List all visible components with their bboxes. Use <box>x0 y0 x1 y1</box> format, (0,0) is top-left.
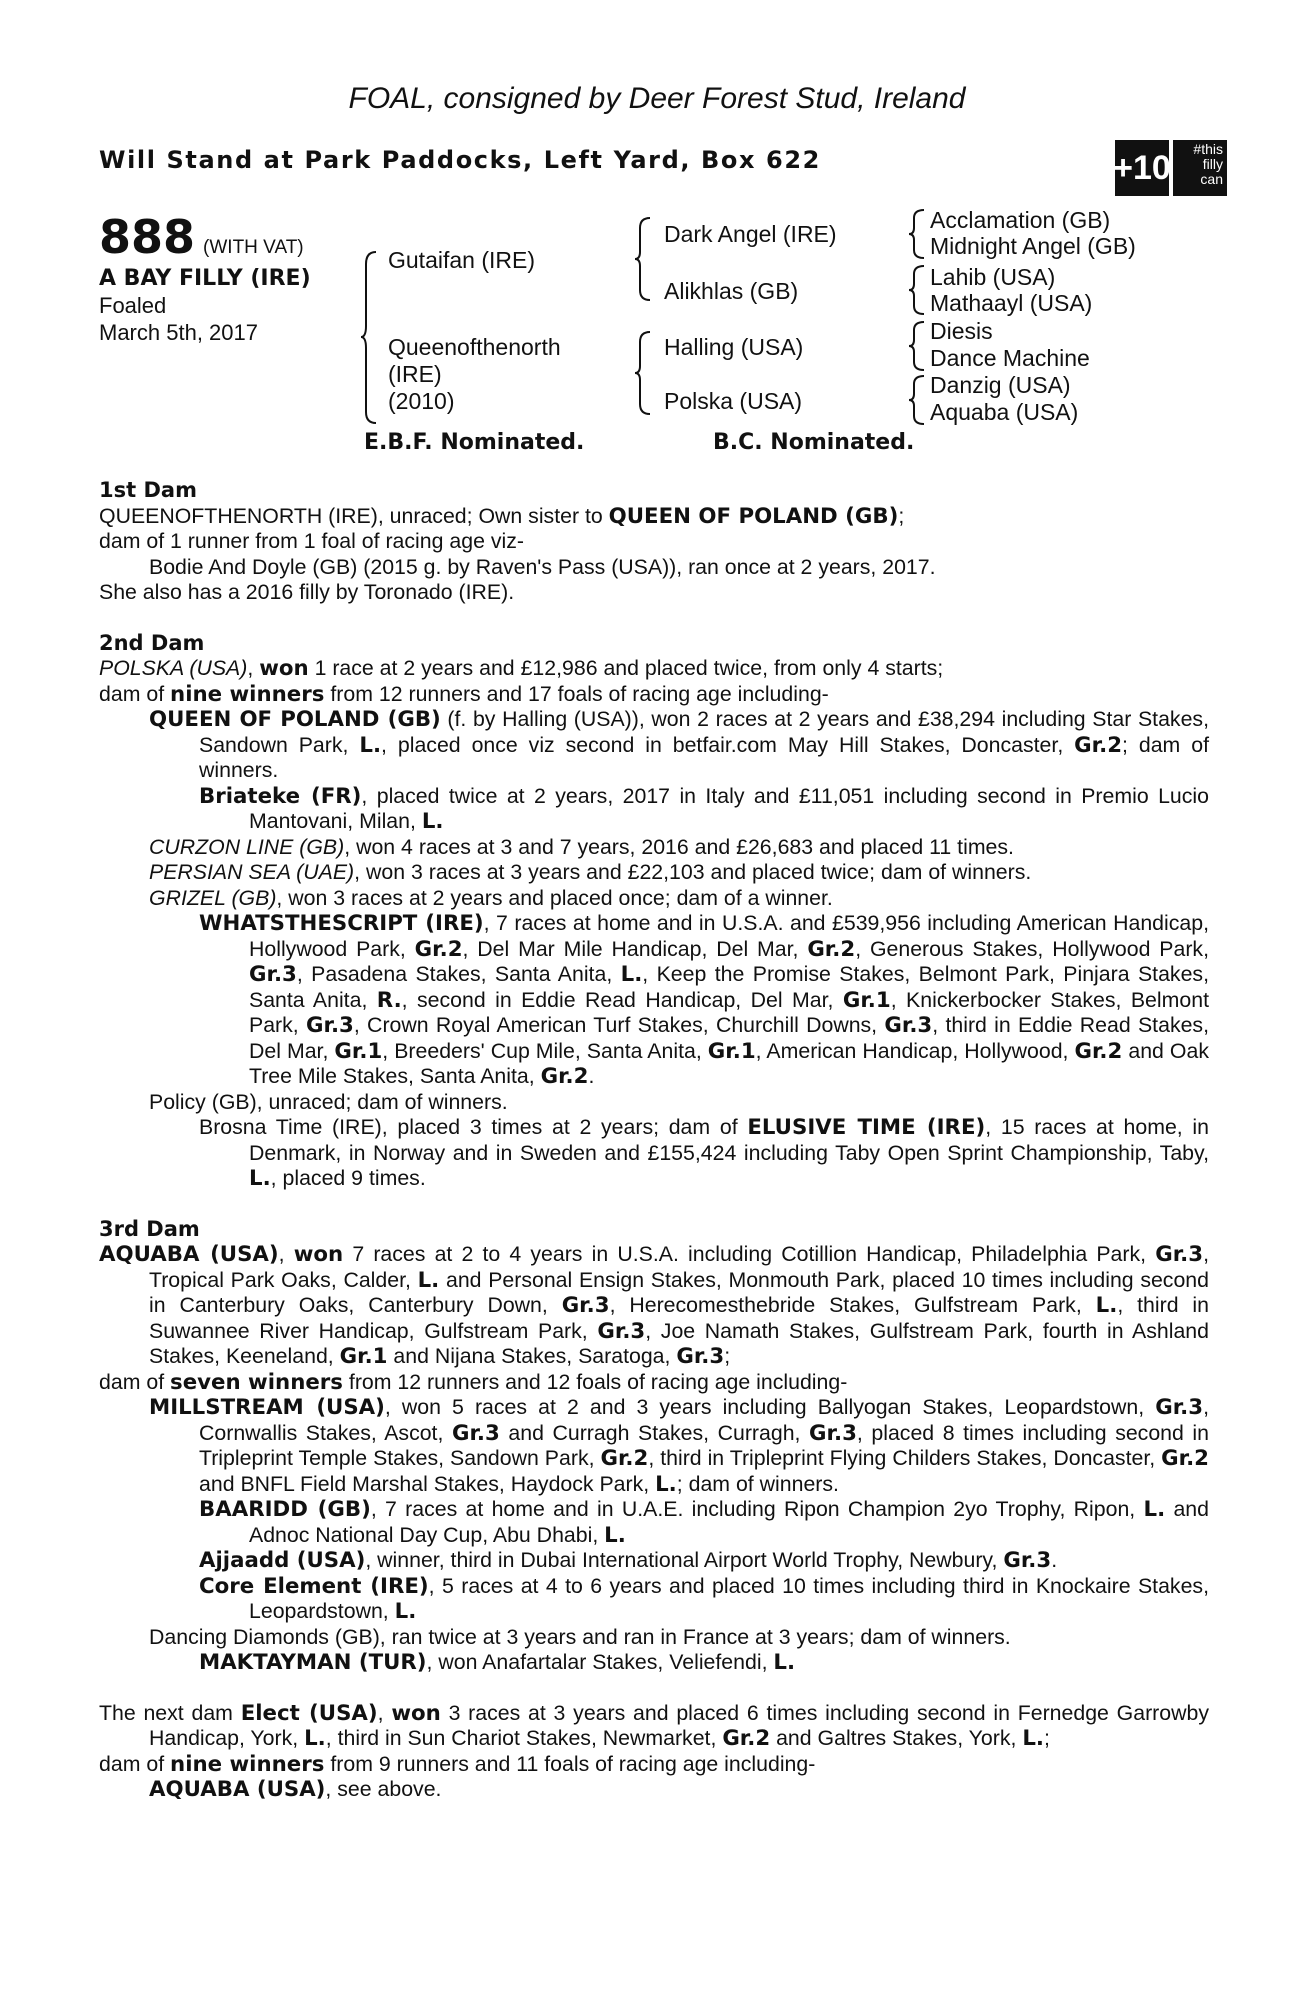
pedigree-dam-sire: Halling (USA) <box>664 334 804 360</box>
produce-briateke: Briateke (FR), placed twice at 2 years, 2017 in Italy and £11,051 including second in Premio Lucio Mantovani, Milan, L. <box>199 783 1209 834</box>
pedigree-brace-g3-2 <box>908 264 926 316</box>
produce-baaridd: BAARIDD (GB), 7 races at home and in U.A.E. including Ripon Champion 2yo Trophy, Ripon, L. and Adnoc National Day Cup, Abu Dhabi, L. <box>199 1497 1209 1548</box>
first-dam-line: QUEENOFTHENORTH (IRE), unraced; Own sister to QUEEN OF POLAND (GB); <box>99 503 905 529</box>
stand-location: Will Stand at Park Paddocks, Left Yard, Box 622 <box>99 146 821 174</box>
pedigree-g3-3: Lahib (USA) <box>930 264 1056 290</box>
pedigree-sire-sire: Dark Angel (IRE) <box>664 221 837 247</box>
produce-brosna-time: Brosna Time (IRE), placed 3 times at 2 years; dam of ELUSIVE TIME (IRE), 15 races at home, in Denmark, in Norway and in Sweden and £155,424 including Taby Open Sprint Championship, Taby, L., placed 9 times. <box>199 1115 1210 1191</box>
pedigree-g3-7: Danzig (USA) <box>930 372 1071 398</box>
section-heading-third-dam: 3rd Dam <box>99 1216 200 1241</box>
this-filly-can-logo <box>1115 140 1227 196</box>
foaled-info: Foaled March 5th, 2017 <box>99 293 258 345</box>
lot-number <box>99 210 304 264</box>
produce-aquaba-see-above: AQUABA (USA), see above. <box>149 1777 442 1802</box>
pedigree-sire-dam: Alikhlas (GB) <box>664 278 799 304</box>
first-dam-produce: Bodie And Doyle (GB) (2015 g. by Raven's Pass (USA)), ran once at 2 years, 2017. <box>149 554 936 579</box>
pedigree-g3-8: Aquaba (USA) <box>930 399 1079 425</box>
horse-title: A BAY FILLY (IRE) <box>99 266 311 291</box>
third-dam-line: AQUABA (USA), won 7 races at 2 to 4 years in U.S.A. including Cotillion Handicap, Philadelphia Park, Gr.3, Tropical Park Oaks, Calder, L. and Personal Ensign Stakes, Monmouth Park, placed 10 times including second in Canterbury Oaks, Canterbury Down, Gr.3, Herecomesthebride Stakes, Gulfstream Park, L., third in Suwannee River Handicap, Gulfstream Park, Gr.3, Joe Namath Stakes, Gulfstream Park, fourth in Ashland Stakes, Keeneland, Gr.1 and Nijana Stakes, Saratoga, Gr.3; <box>99 1242 1210 1369</box>
pedigree-dam-dam: Polska (USA) <box>664 388 803 414</box>
plus-ten-logo: +10 <box>1115 140 1169 196</box>
pedigree-g3-5: Diesis <box>930 318 993 344</box>
second-dam-line: POLSKA (USA), won 1 race at 2 years and £12,986 and placed twice, from only 4 starts; <box>99 656 944 681</box>
next-dam-line: The next dam Elect (USA), won 3 races at 3 years and placed 6 times including second in Fernedge Garrowby Handicap, York, L., third in Sun Chariot Stakes, Newmarket, Gr.2 and Galtres Stakes, York, L.; <box>99 1700 1209 1751</box>
pedigree-brace-g3-1 <box>908 208 926 260</box>
bc-nomination: B.C. Nominated. <box>713 430 915 455</box>
produce-maktayman: MAKTAYMAN (TUR), won Anafartalar Stakes, Veliefendi, L. <box>199 1650 796 1675</box>
lot-number-value: 888 <box>99 210 196 264</box>
produce-millstream: MILLSTREAM (USA), won 5 races at 2 and 3 years including Ballyogan Stakes, Leopardstown, Gr.3, Cornwallis Stakes, Ascot, Gr.3 and Curragh Stakes, Curragh, Gr.3, placed 8 times including second in Tripleprint Temple Stakes, Sandown Park, Gr.2, third in Tripleprint Flying Childers Stakes, Doncaster, Gr.2 and BNFL Field Marshal Stakes, Haydock Park, L.; dam of winners. <box>149 1395 1210 1497</box>
section-heading-second-dam: 2nd Dam <box>99 630 205 655</box>
pedigree-brace-sire <box>634 216 652 302</box>
pedigree-sire: Gutaifan (IRE) <box>388 247 535 273</box>
first-dam-note: She also has a 2016 filly by Toronado (IRE). <box>99 580 515 604</box>
second-dam-produce-summary: dam of nine winners from 12 runners and 17 foals of racing age including- <box>99 681 829 707</box>
produce-queen-of-poland: QUEEN OF POLAND (GB) (f. by Halling (USA)), won 2 races at 2 years and £38,294 including Star Stakes, Sandown Park, L., placed once viz second in betfair.com May Hill Stakes, Doncaster, Gr.2; dam of winners. <box>149 707 1209 782</box>
pedigree-g3-2: Midnight Angel (GB) <box>930 233 1136 259</box>
this-filly-can-tag: #this filly can <box>1173 140 1227 196</box>
produce-grizel: GRIZEL (GB), won 3 races at 2 years and placed once; dam of a winner. <box>149 885 833 910</box>
pedigree-brace-main <box>360 250 378 425</box>
vat-label: (WITH VAT) <box>203 237 304 258</box>
produce-ajjaadd: Ajjaadd (USA), winner, third in Dubai International Airport World Trophy, Newbury, Gr.3. <box>199 1548 1058 1573</box>
pedigree-g3-6: Dance Machine <box>930 345 1090 371</box>
pedigree-g3-1: Acclamation (GB) <box>930 207 1111 233</box>
pedigree-brace-dam <box>634 330 652 416</box>
pedigree-dam: Queenofthenorth (IRE) (2010) <box>388 334 561 414</box>
pedigree-brace-g3-4 <box>908 374 926 426</box>
pedigree-brace-g3-3 <box>908 320 926 372</box>
produce-whatsthescript: WHATSTHESCRIPT (IRE), 7 races at home and in U.S.A. and £539,956 including American Handicap, Hollywood Park, Gr.2, Del Mar Mile Handicap, Del Mar, Gr.2, Generous Stakes, Hollywood Park, Gr.3, Pasadena Stakes, Santa Anita, L., Keep the Promise Stakes, Belmont Park, Pinjara Stakes, Santa Anita, R., second in Eddie Read Handicap, Del Mar, Gr.1, Knickerbocker Stakes, Belmont Park, Gr.3, Crown Royal American Turf Stakes, Churchill Downs, Gr.3, third in Eddie Read Stakes, Del Mar, Gr.1, Breeders' Cup Mile, Santa Anita, Gr.1, American Handicap, Hollywood, Gr.2 and Oak Tree Mile Stakes, Santa Anita, Gr.2. <box>199 911 1210 1089</box>
section-heading-first-dam: 1st Dam <box>99 478 197 502</box>
consignor-header: FOAL, consigned by Deer Forest Stud, Ireland <box>348 82 966 115</box>
produce-policy: Policy (GB), unraced; dam of winners. <box>149 1089 508 1114</box>
ebf-nomination: E.B.F. Nominated. <box>364 430 585 455</box>
first-dam-produce-summary: dam of 1 runner from 1 foal of racing age viz- <box>99 529 524 553</box>
third-dam-produce-summary: dam of seven winners from 12 runners and 12 foals of racing age including- <box>99 1369 848 1395</box>
produce-dancing-diamonds: Dancing Diamonds (GB), ran twice at 3 years and ran in France at 3 years; dam of winners. <box>149 1624 1011 1649</box>
next-dam-produce-summary: dam of nine winners from 9 runners and 11 foals of racing age including- <box>99 1751 816 1777</box>
produce-persian-sea: PERSIAN SEA (UAE), won 3 races at 3 years and £22,103 and placed twice; dam of winners. <box>149 860 1032 884</box>
pedigree-g3-4: Mathaayl (USA) <box>930 290 1093 316</box>
catalogue-body <box>99 478 1209 1803</box>
produce-curzon-line: CURZON LINE (GB), won 4 races at 3 and 7 years, 2016 and £26,683 and placed 11 times. <box>149 834 1014 859</box>
produce-core-element: Core Element (IRE), 5 races at 4 to 6 years and placed 10 times including third in Knockaire Stakes, Leopardstown, L. <box>199 1573 1209 1624</box>
